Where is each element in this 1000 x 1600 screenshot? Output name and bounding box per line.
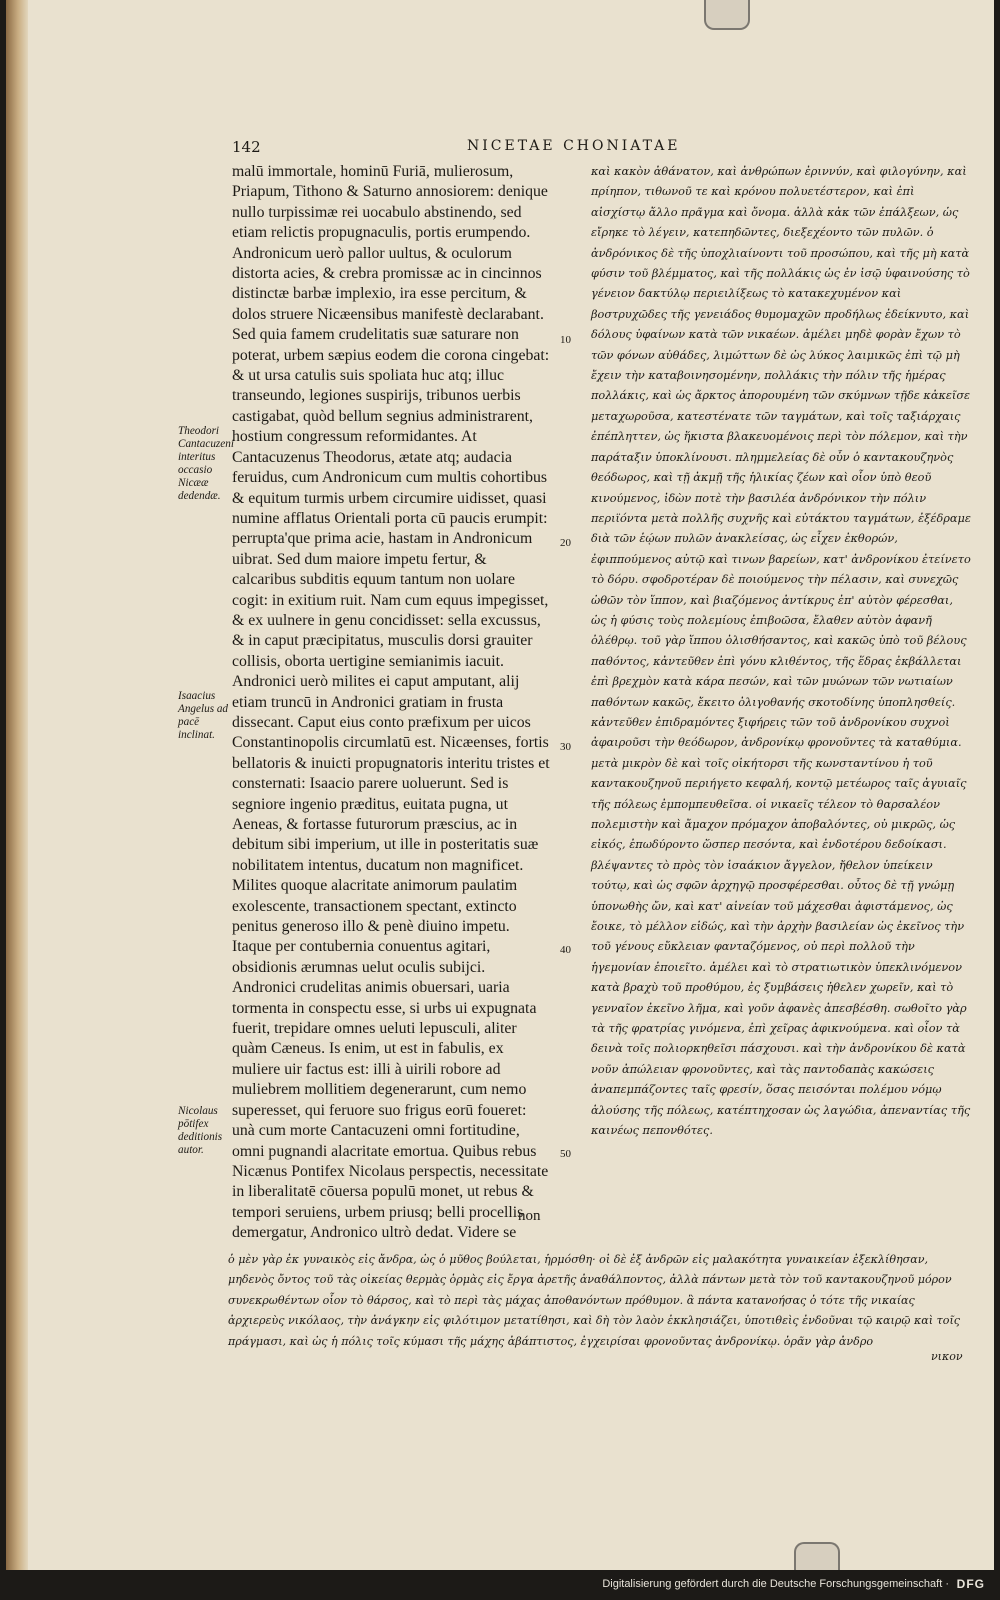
- greek-catchword: νικον: [931, 1350, 963, 1363]
- line-number: 20: [560, 537, 571, 549]
- funding-credit: Digitalisierung gefördert durch die Deutsche Forschungsgemeinschaft ·: [602, 1578, 949, 1590]
- page-edge-shadow: [6, 0, 28, 1570]
- folio-number: 142: [232, 138, 261, 156]
- margin-note: Nicolaus pōtifex deditionis autor.: [178, 1105, 223, 1156]
- dfg-logo: DFG: [956, 1577, 985, 1591]
- binding-clip: [704, 0, 750, 30]
- greek-full-width-text: [228, 1250, 972, 1352]
- margin-note: Isaacius Angelus ad pacē inclinat.: [178, 690, 229, 741]
- latin-text: malū immortale, hominū Furiā, mulierosum, Priapum, Tithono & Saturno annosiorem: denique nullo turpissimæ rei uocabulo abstinendo, sed etiam relictis propugnaculis, portis erumpendo. Andronicum uerò pallor uultus, & oculorum distorta acies, & crebra promissæ ac in cincinnos distinctæ barbæ implexio, ira esse percitum, & dolos struere Nicæensibus manifestè declarabant. Sed quia famem crudelitatis suæ saturare non poterat, urbem sæpius eodem die corona cingebat: & ut ursa catulis suis spoliata huc atq; illuc transeundo, legiones suspirijs, tribunos uerbis castigabat, quòd bellum segnius administrarent, hostium congressum reformidantes. At Cantacuzenus Theodorus, ætate atq; audacia feruidus, cum Andronicum cum multis cohortibus & equitum turmis urbem circumire uidisset, quasi numine afflatus Orientali porta cū paucis erumpit: perrupta'que prima acie, hastam in Andronicum uibrat. Sed dum maiore impetu fertur, & calcaribus subditis equum tantum non uolare cogit: in exitium ruit. Nam cum equus impegisset, & ex uulnere in genu concidisset: sella excussus, & in caput præcipitatus, musculis dorsi grauiter collisis, oborta uertigine semianimis iacuit. Andronici uerò milites ei caput amputant, alij etiam truncū in Andronici gratiam in frusta dissecant. Caput eius conto præfixum per uicos Constantinopolis circumlatū est. Nicæenses, fortis bellatoris & inuicti propugnatoris interitu tristes et consternati: Isaacio parere uoluerunt. Sed is segniore ingenio præditus, euitata pugna, ut Aeneas, & fortasse futurorum præscius, ac in debitum sibi imperium, ut ille in posteritatis suæ nobilitatem intentus, ducatum non magnificet. Milites quoque alacritate animorum paulatim exolescente, transactionem spectant, extincto penitus generoso illo & penè diuino impetu. Itaque per contubernia conuentus agitari, obsidionis ærumnas uelut oculis subijci. Andronici crudelitas animis obuersari, uaria tormenta in conspectu esse, si urbs ui expugnata fuerit, trepidare omnes ueluti lepusculi, aliter quàm Cæneus. Is enim, ut est in fabulis, ex muliere uir factus est: illi à uirili robore ad muliebrem mollitiem degenerarunt, cum nemo superesset, qui feruore suo frigus eorū foueret: unà cum morte Cantacuzeni omni fortitudine, omni pugnandi alacritate emortua. Quibus rebus Nicænus Pontifex Nicolaus perspectis, necessitate in liberalitatē cōuersa populū monet, ut rebus & tempori seruiens, urbem priusq; belli procellis demergatur, Andronico ultrò dedat. Videre se: [232, 163, 550, 1242]
- latin-catchword: non: [518, 1208, 541, 1224]
- book-page: [6, 0, 994, 1570]
- line-number: 40: [560, 944, 571, 956]
- line-number: 30: [560, 741, 571, 753]
- page-header: [232, 138, 972, 158]
- line-number: 50: [560, 1148, 571, 1160]
- line-number: 10: [560, 334, 571, 346]
- greek-text: καὶ κακὸν ἀθάνατον, καὶ ἀνθρώπων ἐριννύν, καὶ φιλογύνην, καὶ πρίηπον, τιθωνοῦ τε καὶ κρόνου πολυετέστερον, καὶ ἐπὶ αἰσχίστῳ ἄλλο πρᾶγμα καὶ ὄνομα. ἀλλὰ κἀκ τῶν ἐπάλξεων, ὡς εἴρηκε τὸ λέγειν, κατεπηδῶντες, διεξεχέοντο τῶν πυλῶν. ὁ ἀνδρόνικος δὲ τῆς ὑποχλιαίνοντι τοῦ προσώπου, καὶ τῆς μὴ κατὰ φύσιν τοῦ βλέμματος, καὶ τῆς πολλάκις ὡς ἐν ἰσῷ ὑφαινούσης τὸ γένειον δακτύλῳ περιειλίξεως τὸ κατακεχυμένον καὶ βοστρυχῶδες τῆς γενειάδος θυμομαχῶν προδήλως ἐδείκνυτο, καὶ δόλους ὑφαίνων κατὰ τῶν νικαέων. ἀμέλει μηδὲ φορὰν ἔχων τὸ τῶν φόνων αὐθάδες, λιμώττων δὲ ὡς λύκος λαιμικῶς ἐπὶ τῷ μὴ ἔχειν τὴν καταβοινησομένην, πολλάκις τὴν πόλιν τῆς ἡμέρας πολλάκις, καὶ ὡς ἄρκτος ἀπορουμένη τῶν σκύμνων τῇδε κἀκεῖσε μεταχωροῦσα, κατεστένατε τῶν ταγμάτων, καὶ τοῖς ταξιάρχαις ἐπέπληττεν, ὡς ἥκιστα βλακευομένοις περὶ τὸν πόλεμον, καὶ τὴν παράταξιν ὑποκλίνουσι. πλημμελείας δὲ οὖν ὁ καντακουζηνὸς θεόδωρος, καὶ τῇ ἀκμῇ τῆς ἡλικίας ζέων καὶ οἷον ὑπὸ θεοῦ κινούμενος, ἰδὼν ποτὲ τὴν βασιλέα ἀνδρόνικον τὴν πόλιν περιϊόντα μετὰ πολλῆς συχνῆς καὶ εὐτάκτου ταγμάτων, ἐξέδραμε διὰ τῶν ἑῴων πυλῶν ἀνακλείσας, ὡς εἶχεν ἐκθορών, ἐφιππούμενος αὐτῷ καὶ τινων βαρείων, κατ' ἀνδρονίκου ἐτείνετο τὸ δόρυ. σφοδροτέραν δὲ ποιούμενος τὴν πέλασιν, καὶ συνεχῶς ὠθῶν τὸν ἵππον, καὶ βιαζόμενος ἀντίκρυς ἐπ' αὐτὸν φέρεσθαι, ὡς ἡ φύσις τοὺς πολεμίους ἐπιβοῶσα, ἔλαθεν αὑτὸν ἀφανῆ ὀλέθρῳ. τοῦ γὰρ ἵππου ὀλισθήσαντος, καὶ κακῶς ὑπὸ τοῦ βέλους παθόντος, κἀντεῦθεν ἐπὶ γόνυ κλιθέντος, τῆς ἕδρας ἐκβάλλεται ἐπὶ βρεχμὸν κατὰ κάρα πεσών, καὶ τῶν μυώνων τῶν νωτιαίων παθόντων κακῶς, ἔκειτο ὀλιγοθανής σκοτοδίνης ὑποπλησθείς. κἀντεῦθεν ἐπιδραμόντες ξιφήρεις τῶν τοῦ ἀνδρονίκου συχνοὶ ἀφαιροῦσι τὴν θεόδωρον, ἀνδρονίκῳ φρονοῦντες τὰ καταθύμια. μετὰ μικρὸν δὲ καὶ τοῖς οἰκήτορσι τῆς κωνσταντίνου ἡ τοῦ καντακουζηνοῦ περιήγετο κεφαλή, κοντῷ μετέωρος ταῖς ἀγυιαῖς τῆς πόλεως ἐμπομπευθεῖσα. οἱ νικαεῖς τέλεον τὸ θαρσαλέον πολεμιστὴν καὶ ἄμαχον πρόμαχον ἀποβαλόντες, οὐ μικρῶς, ὡς εἰκός, ἐπωδύροντο ὥσπερ πεσόντα, καὶ ἐνδοτέρου δεδοίκασι. βλέψαντες τὸ πρὸς τὸν ἰσαάκιον ἄγγελον, ἤθελον ὑπείκειν τούτῳ, καὶ ὡς σφῶν ἀρχηγῷ προσφέρεσθαι. οὗτος δὲ τῇ γνώμῃ ὑπονωθὴς ὤν, καὶ κατ' αἰνείαν τοῦ μάχεσθαι ἀφιστάμενος, ὡς ἔοικε, τὸ μέλλον εἰδώς, καὶ τὴν ἀρχὴν βασιλείαν ὡς ἐκεῖνος τὴν τοῦ γένους εὔκλειαν φανταζόμενος, οὐ περὶ πολλοῦ τὴν ἡγεμονίαν ἐποιεῖτο. ἀμέλει καὶ τὸ στρατιωτικὸν ὑπεκλινόμενον κατὰ βραχὺ τοῦ προθύμου, ἐς ξυμβάσεις ἠθελεν χωρεῖν, καὶ τὸ γενναῖον ἐκεῖνο λῆμα, καὶ γοῦν ἀφανὲς ἀπεσβέσθη. σωθοῖτο γὰρ τὰ τῆς φρατρίας γινόμενα, ἐπὶ χεῖρας ἀφικνούμενα. καὶ οἷον τὰ δεινὰ τοῖς πολιορκηθεῖσι πάσχουσι. καὶ τὴν ἀνδρονίκου δὲ κατὰ νοῦν ἀπώλειαν φρονοῦντες, καὶ τὰς παντοδαπὰς κακώσεις ἀναπεμπάζοντες ταῖς φρεσίν, ὅσας πεισόνται πολέμου νόμῳ ἁλούσης τῆς πόλεως, κατέπτηχοσαν ὡς λαγώδια, ἀπεναντίας τῆς καινέως πεπονθότες.: [591, 165, 971, 1138]
- digitization-footer: [0, 1578, 993, 1598]
- running-title: NICETAE CHONIATAE: [467, 138, 681, 154]
- binding-clip: [794, 1542, 840, 1570]
- margin-note: Theodori Cantacuzeni interitus occasio Nicææ dedendæ.: [178, 425, 234, 502]
- bottom-greek-text: ὁ μὲν γὰρ ἐκ γυναικὸς εἰς ἄνδρα, ὡς ὁ μῦθος βούλεται, ἡρμόσθη· οἱ δὲ ἐξ ἀνδρῶν εἰς μαλακότητα γυναικείαν ἐξεκλίθησαν, μηδενὸς ὄντος τοῦ τὰς οἰκείας θερμὰς ὁρμὰς εἰς ἔργα ἀρετῆς ἀναθάλποντος, ἀλλὰ πάντων μετὰ τὸν τοῦ καντακουζηνοῦ μόρον συνεκρωθέντων οἷον τὸ θάρσος, καὶ τὸ περὶ τὰς μάχας ἀποθανόντων πρόθυμον. ἃ πάντα κατανοήσας ὁ τότε τῆς νικαίας ἀρχιερεὺς νικόλαος, τὴν ἀνάγκην εἰς φιλότιμον μετατίθησι, καὶ δὴ τὸν λαὸν ἐκκλησιάζει, ὑποτιθεὶς ἐνδοῦναι τῷ καιρῷ καὶ τοῖς πράγμασι, καὶ ὡς ἡ πόλις τοῖς κύμασι τῆς μάχης ἀβάπτιστος, ἐγχειρίσαι φρονοῦντας ἀνδρονίκῳ. ὁρᾶν γὰρ ἀνδρο: [228, 1253, 961, 1348]
- greek-column: [591, 162, 971, 1142]
- latin-column: [232, 162, 552, 1244]
